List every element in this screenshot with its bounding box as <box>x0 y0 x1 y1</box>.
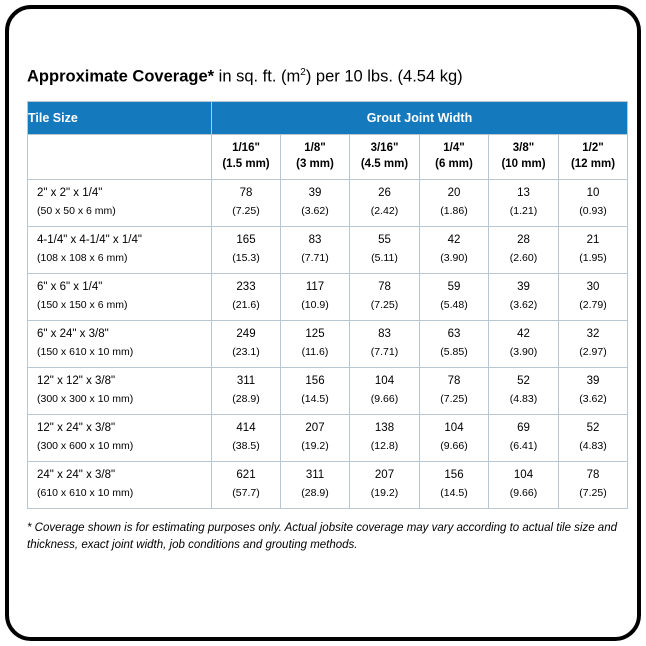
value-metric: (3.90) <box>440 251 468 264</box>
subheader-size-2: 3/16" <box>370 141 399 154</box>
value-metric: (3.90) <box>509 345 538 358</box>
value-metric: (7.25) <box>232 204 260 217</box>
value-metric: (4.83) <box>579 439 607 452</box>
subheader-blank-cell <box>28 134 212 179</box>
row-tile-size <box>28 367 212 414</box>
value-metric: (6.41) <box>509 439 538 452</box>
value-metric: (1.21) <box>509 204 538 217</box>
cell-value <box>350 461 420 508</box>
column-header-tile-size: Tile Size <box>28 101 212 134</box>
table-row <box>28 179 628 226</box>
value-metric: (38.5) <box>232 439 260 452</box>
value-imperial: 104 <box>374 375 395 388</box>
tile-imperial: 6" x 6" x 1/4" <box>37 281 103 294</box>
tile-imperial: 24" x 24" x 3/8" <box>37 469 116 482</box>
value-imperial: 104 <box>444 422 464 435</box>
value-imperial: 59 <box>447 281 461 294</box>
value-metric: (7.25) <box>440 392 468 405</box>
value-metric: (1.86) <box>440 204 468 217</box>
cell-value <box>212 320 281 367</box>
value-metric: (9.66) <box>509 486 538 499</box>
cell-value <box>350 320 420 367</box>
value-imperial: 39 <box>586 375 600 388</box>
tile-imperial: 12" x 24" x 3/8" <box>37 422 116 435</box>
cell-value <box>281 226 350 273</box>
table-row <box>28 226 628 273</box>
subheader-metric-4: (10 mm) <box>501 157 546 170</box>
row-tile-size <box>28 320 212 367</box>
cell-value <box>489 320 559 367</box>
value-imperial: 207 <box>374 469 395 482</box>
cell-value <box>281 179 350 226</box>
cell-value <box>559 461 628 508</box>
value-imperial: 125 <box>305 328 325 341</box>
table-row <box>28 367 628 414</box>
value-imperial: 207 <box>305 422 325 435</box>
tile-metric: (50 x 50 x 6 mm) <box>37 204 116 217</box>
value-imperial: 21 <box>586 234 600 247</box>
tile-imperial: 6" x 24" x 3/8" <box>37 328 109 341</box>
cell-value <box>350 226 420 273</box>
cell-value <box>212 179 281 226</box>
cell-value <box>350 367 420 414</box>
tile-metric: (150 x 610 x 10 mm) <box>37 345 134 358</box>
page-title-bold: Approximate Coverage* <box>27 67 215 86</box>
cell-value <box>281 320 350 367</box>
page-title <box>27 67 627 87</box>
subheader-size-4: 3/8" <box>512 141 535 154</box>
subheader-col-5 <box>559 134 628 179</box>
cell-value <box>489 226 559 273</box>
value-imperial: 78 <box>586 469 600 482</box>
value-metric: (11.6) <box>301 345 329 358</box>
value-imperial: 52 <box>586 422 600 435</box>
value-imperial: 42 <box>517 328 530 341</box>
value-metric: (1.95) <box>579 251 607 264</box>
subheader-metric-2: (4.5 mm) <box>360 157 409 170</box>
row-tile-size <box>28 273 212 320</box>
value-metric: (2.97) <box>579 345 607 358</box>
cell-value <box>420 461 489 508</box>
cell-value <box>212 273 281 320</box>
cell-value <box>420 320 489 367</box>
cell-value <box>559 320 628 367</box>
value-metric: (14.5) <box>440 486 468 499</box>
value-imperial: 83 <box>378 328 391 341</box>
cell-value <box>489 414 559 461</box>
cell-value <box>420 414 489 461</box>
value-imperial: 13 <box>517 187 530 200</box>
table-row <box>28 320 628 367</box>
value-imperial: 156 <box>444 469 464 482</box>
subheader-size-1: 1/8" <box>304 141 326 154</box>
subheader-col-2 <box>350 134 420 179</box>
cell-value <box>212 461 281 508</box>
footnote: * Coverage shown is for estimating purposes only. Actual jobsite coverage may vary according to actual tile size and thickness, exact joint width, job conditions and grouting methods. <box>27 521 617 551</box>
cell-value <box>559 226 628 273</box>
value-imperial: 311 <box>236 375 256 388</box>
value-imperial: 249 <box>236 328 256 341</box>
value-metric: (3.62) <box>579 392 607 405</box>
value-imperial: 30 <box>586 281 600 294</box>
row-tile-size <box>28 461 212 508</box>
value-imperial: 28 <box>517 234 530 247</box>
value-metric: (57.7) <box>232 486 260 499</box>
value-imperial: 32 <box>586 328 600 341</box>
value-imperial: 78 <box>378 281 391 294</box>
cell-value <box>281 414 350 461</box>
subheader-col-4 <box>489 134 559 179</box>
value-metric: (7.71) <box>301 251 329 264</box>
value-metric: (5.48) <box>440 298 468 311</box>
value-imperial: 83 <box>308 234 322 247</box>
cell-value <box>212 367 281 414</box>
value-metric: (12.8) <box>370 439 399 452</box>
tile-metric: (108 x 108 x 6 mm) <box>37 251 128 264</box>
value-metric: (2.60) <box>509 251 538 264</box>
value-metric: (4.83) <box>509 392 538 405</box>
value-metric: (7.71) <box>370 345 399 358</box>
tile-metric: (300 x 600 x 10 mm) <box>37 439 134 452</box>
page-title-rest-a: in sq. ft. (m <box>214 67 301 86</box>
value-imperial: 78 <box>447 375 461 388</box>
value-metric: (19.2) <box>370 486 399 499</box>
cell-value <box>350 414 420 461</box>
value-metric: (2.79) <box>579 298 607 311</box>
value-imperial: 104 <box>513 469 534 482</box>
cell-value <box>420 179 489 226</box>
value-metric: (15.3) <box>232 251 260 264</box>
subheader-metric-0: (1.5 mm) <box>222 157 270 170</box>
cell-value <box>281 367 350 414</box>
value-metric: (0.93) <box>579 204 607 217</box>
value-metric: (14.5) <box>301 392 329 405</box>
value-metric: (3.62) <box>301 204 329 217</box>
row-tile-size <box>28 226 212 273</box>
value-imperial: 233 <box>236 281 256 294</box>
subheader-col-1 <box>281 134 350 179</box>
value-metric: (9.66) <box>370 392 399 405</box>
cell-value <box>559 367 628 414</box>
value-metric: (5.85) <box>440 345 468 358</box>
cell-value <box>420 226 489 273</box>
cell-value <box>212 226 281 273</box>
subheader-metric-3: (6 mm) <box>435 157 473 170</box>
cell-value <box>281 461 350 508</box>
cell-value <box>420 367 489 414</box>
table-row <box>28 414 628 461</box>
cell-value <box>350 179 420 226</box>
row-tile-size <box>28 414 212 461</box>
value-imperial: 55 <box>378 234 391 247</box>
tile-imperial: 12" x 12" x 3/8" <box>37 375 116 388</box>
value-imperial: 26 <box>378 187 391 200</box>
subheader-size-0: 1/16" <box>232 141 260 154</box>
value-metric: (2.42) <box>370 204 399 217</box>
cell-value <box>489 273 559 320</box>
value-metric: (23.1) <box>232 345 260 358</box>
card-content <box>27 67 627 554</box>
subheader-col-3 <box>420 134 489 179</box>
value-metric: (19.2) <box>301 439 329 452</box>
subheader-metric-1: (3 mm) <box>296 157 334 170</box>
value-imperial: 42 <box>447 234 461 247</box>
page-title-superscript: 2 <box>300 67 306 78</box>
cell-value <box>489 461 559 508</box>
value-imperial: 52 <box>517 375 530 388</box>
value-imperial: 138 <box>374 422 395 435</box>
tile-imperial: 4-1/4" x 4-1/4" x 1/4" <box>37 234 142 247</box>
cell-value <box>489 179 559 226</box>
value-imperial: 311 <box>305 469 325 482</box>
value-metric: (7.25) <box>579 486 607 499</box>
value-metric: (5.11) <box>371 251 398 264</box>
value-imperial: 20 <box>447 187 461 200</box>
value-imperial: 69 <box>517 422 530 435</box>
tile-metric: (150 x 150 x 6 mm) <box>37 298 128 311</box>
coverage-table <box>27 101 628 509</box>
value-imperial: 414 <box>236 422 256 435</box>
table-header-row <box>28 101 628 134</box>
value-imperial: 621 <box>236 469 256 482</box>
cell-value <box>281 273 350 320</box>
table-row <box>28 273 628 320</box>
cell-value <box>212 414 281 461</box>
value-metric: (28.9) <box>301 486 329 499</box>
value-imperial: 10 <box>586 187 600 200</box>
row-tile-size <box>28 179 212 226</box>
value-metric: (9.66) <box>440 439 468 452</box>
value-metric: (28.9) <box>232 392 260 405</box>
value-metric: (10.9) <box>301 298 329 311</box>
value-imperial: 39 <box>308 187 322 200</box>
value-metric: (3.62) <box>509 298 538 311</box>
subheader-size-5: 1/2" <box>582 141 604 154</box>
page-title-rest-b: ) per 10 lbs. (4.54 kg) <box>305 67 463 86</box>
subheader-size-3: 1/4" <box>443 141 465 154</box>
cell-value <box>559 273 628 320</box>
value-imperial: 78 <box>239 187 253 200</box>
subheader-metric-5: (12 mm) <box>570 157 616 170</box>
subheader-col-0 <box>212 134 281 179</box>
cell-value <box>420 273 489 320</box>
cell-value <box>350 273 420 320</box>
value-imperial: 63 <box>447 328 461 341</box>
table-subheader-row <box>28 134 628 179</box>
value-imperial: 117 <box>305 281 325 294</box>
tile-imperial: 2" x 2" x 1/4" <box>37 187 103 200</box>
cell-value <box>559 414 628 461</box>
value-imperial: 165 <box>236 234 256 247</box>
table-row <box>28 461 628 508</box>
value-metric: (7.25) <box>370 298 399 311</box>
value-imperial: 39 <box>517 281 530 294</box>
value-metric: (21.6) <box>232 298 260 311</box>
tile-metric: (300 x 300 x 10 mm) <box>37 392 134 405</box>
cell-value <box>489 367 559 414</box>
coverage-card <box>5 5 641 641</box>
value-imperial: 156 <box>305 375 325 388</box>
cell-value <box>559 179 628 226</box>
tile-metric: (610 x 610 x 10 mm) <box>37 486 134 499</box>
column-header-grout-joint-width: Grout Joint Width <box>212 101 628 134</box>
